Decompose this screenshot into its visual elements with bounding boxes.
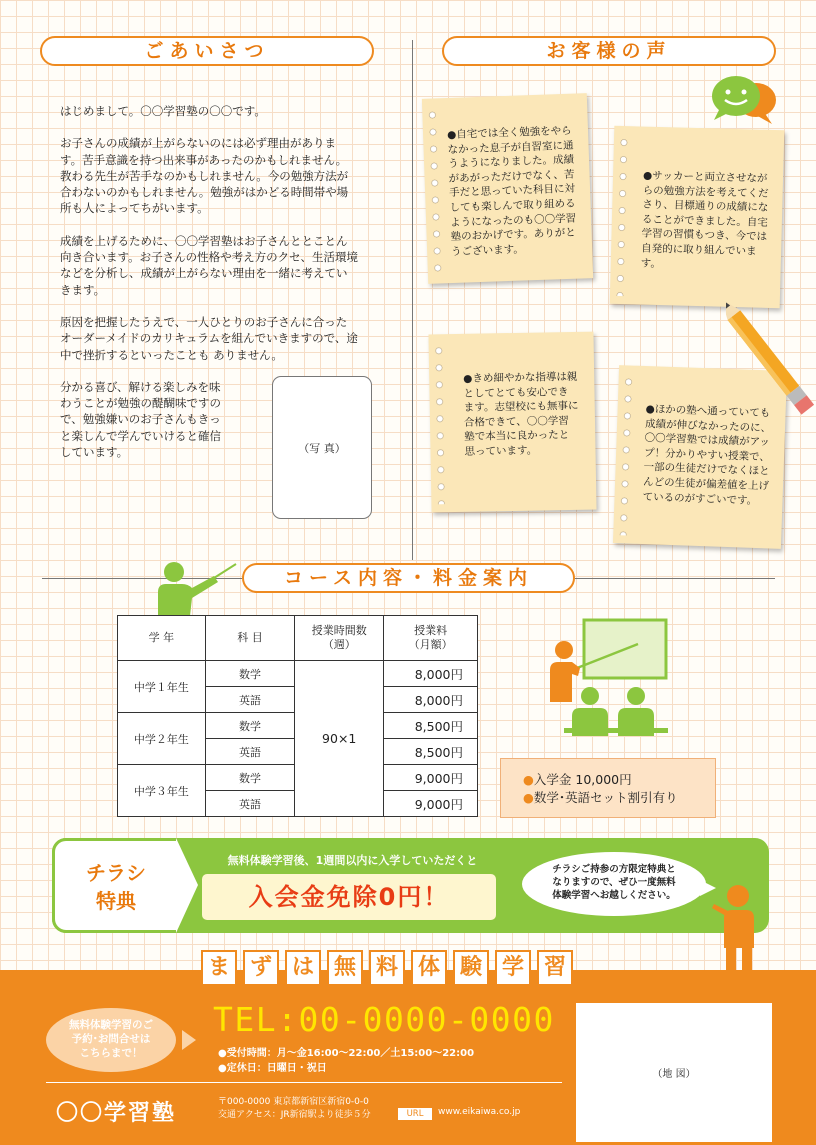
- fee-table: [117, 615, 478, 817]
- binder-holes: [428, 106, 442, 275]
- speech-bubble: [522, 852, 706, 916]
- price-cell: 9,000円: [384, 765, 478, 791]
- testimonial-card: [422, 93, 593, 284]
- footer-divider: [46, 1082, 562, 1083]
- phone-number[interactable]: TEL:00-0000-0000: [213, 1000, 555, 1039]
- bullet-icon: ●: [523, 772, 534, 787]
- flyer-benefit-line: 特典: [96, 889, 136, 913]
- photo-label: （写 真）: [298, 441, 346, 455]
- fee-notes: [500, 758, 716, 818]
- binder-holes: [619, 373, 633, 535]
- heading-char: 料: [369, 950, 405, 986]
- heading-char: 無: [327, 950, 363, 986]
- contact-prompt: [46, 1008, 176, 1072]
- vertical-divider: [412, 40, 413, 560]
- fee-note: ●入学金 10,000円: [523, 772, 632, 787]
- voices-title: お客様の声: [442, 36, 776, 66]
- banner-headline: 入会金免除0円！: [202, 874, 496, 920]
- chat-bubble-icon: [710, 74, 778, 128]
- subject-cell: 英語: [205, 791, 295, 817]
- testimonial-text: ●きめ細やかな指導は親としてとても安心できます。志望校にも無事に合格できて、〇〇学習塾で本当に良かったと思っています。: [463, 370, 579, 458]
- courses-title: コース内容・料金案内: [242, 563, 575, 593]
- contact-arrow-icon: [182, 1030, 196, 1050]
- banner-arrow: [176, 838, 198, 933]
- url-badge: URL: [398, 1108, 432, 1120]
- heading-char: ま: [201, 950, 237, 986]
- speech-bubble-text: チラシご持参の方限定特典となりますので、ぜひ一度無料体験学習へお越しください。: [552, 864, 676, 901]
- contact-prompt-text: 無料体験学習のご予約･お問合せはこちらまで！: [69, 1019, 153, 1059]
- photo-placeholder: [272, 376, 372, 519]
- heading-char: 習: [537, 950, 573, 986]
- binder-holes: [435, 342, 446, 504]
- grade-cell: 中学１年生: [118, 661, 206, 713]
- heading-char: 験: [453, 950, 489, 986]
- table-header: 授業時間数（週）: [295, 616, 384, 661]
- heading-char: 学: [495, 950, 531, 986]
- flyer-benefit-label: [52, 838, 180, 933]
- map-placeholder: [576, 1003, 772, 1142]
- testimonial-card: [428, 332, 596, 513]
- teacher-pointing-icon: [148, 560, 240, 616]
- table-header-row: [118, 616, 478, 661]
- hours-cell: 90×1: [295, 661, 384, 817]
- horizontal-divider: [575, 578, 775, 579]
- grade-cell: 中学２年生: [118, 713, 206, 765]
- closed-days: ●定休日：日曜日・祝日: [218, 1063, 327, 1074]
- postal-address: 〒000-0000 東京都新宿区新宿0-0-0: [218, 1097, 369, 1107]
- table-header: 学 年: [118, 616, 206, 661]
- subject-cell: 数学: [205, 661, 295, 687]
- grade-cell: 中学３年生: [118, 765, 206, 817]
- price-cell: 8,000円: [384, 661, 478, 687]
- heading-char: は: [285, 950, 321, 986]
- greeting-paragraph: はじめまして。〇〇学習塾の〇〇です。: [60, 104, 266, 118]
- classroom-icon: [546, 618, 674, 744]
- testimonial-text: ●ほかの塾へ通っていても成績が伸びなかったのに、〇〇学習塾では成績がアップ！分かりやすい授業で、一部の生徒だけでなくほとんどの生徒が偏差値を上げているのがすごいです。: [642, 403, 772, 507]
- price-cell: 8,500円: [384, 739, 478, 765]
- subject-cell: 英語: [205, 687, 295, 713]
- greeting-paragraph: 分かる喜び、解ける楽しみを味わうことが勉強の醍醐味ですので、勉強嫌いのお子さんもきっと楽しんで学んでいけると確信しています。: [60, 379, 221, 460]
- school-name: 〇〇学習塾: [56, 1101, 177, 1126]
- price-cell: 9,000円: [384, 791, 478, 817]
- business-hours: [218, 1046, 474, 1076]
- heading-char: 体: [411, 950, 447, 986]
- free-trial-heading: [201, 950, 573, 986]
- table-header: 科 目: [205, 616, 295, 661]
- reception-hours: ●受付時間：月～金16:00～22:00／土15:00～22:00: [218, 1048, 475, 1059]
- map-label: （地 図）: [652, 1069, 696, 1080]
- testimonial-text: ●サッカーと両立させながらの勉強方法を考えてくださり、目標通りの成績になることができました。自宅学習の習慣もつき、今では自発的に取り組んでいます。: [640, 169, 769, 270]
- table-header: 授業料（月額）: [384, 616, 478, 661]
- subject-cell: 数学: [205, 765, 295, 791]
- binder-holes: [616, 134, 628, 296]
- fee-note: ●数学･英語セット割引有り: [523, 790, 678, 805]
- testimonial-card: [610, 126, 785, 308]
- heading-char: ず: [243, 950, 279, 986]
- website-link[interactable]: www.eikaiwa.co.jp: [438, 1107, 521, 1117]
- banner-subtext: 無料体験学習後、1週間以内に入学していただくと: [227, 854, 478, 867]
- price-cell: 8,000円: [384, 687, 478, 713]
- table-row: [118, 661, 478, 687]
- address-block: [218, 1096, 371, 1121]
- access-info: 交通アクセス：JR新宿駅より徒歩５分: [218, 1109, 371, 1120]
- price-cell: 8,500円: [384, 713, 478, 739]
- testimonial-text: ●自宅では全く勉強をやらなかった息子が自習室に通うようになりました。成績があがっただけでなく、苦手だと思っていた科目に対しても楽しんで取り組めるようになったのも〇〇学習塾のおかげです。ありがとうございます。: [446, 124, 577, 258]
- pencil-icon: [726, 296, 816, 426]
- greeting-paragraph: 成績を上げるために、〇〇学習塾はお子さんととことん向き合います。お子さんの性格や考え方のクセ、生活環境などを分析し、成績が上がらない理由を一緒に考えていきます。: [60, 233, 358, 297]
- greeting-paragraph: お子さんの成績が上がらないのには必ず理由があります。苦手意識を持つ出来事があったのかもしれません。教わる先生が苦手なのかもしれません。今の勉強方法が合わないのかもしれません。勉強がはかどる時間帯や場所も人によってちがいます。: [60, 136, 349, 216]
- bullet-icon: ●: [523, 790, 534, 805]
- subject-cell: 英語: [205, 739, 295, 765]
- greeting-title: ごあいさつ: [40, 36, 374, 66]
- subject-cell: 数学: [205, 713, 295, 739]
- flyer-benefit-line: チラシ: [86, 861, 146, 885]
- greeting-paragraph: 原因を把握したうえで、一人ひとりのお子さんに合ったオーダーメイドのカリキュラムを組んでいきますので、途中で挫折するといったことも ありません。: [60, 314, 358, 362]
